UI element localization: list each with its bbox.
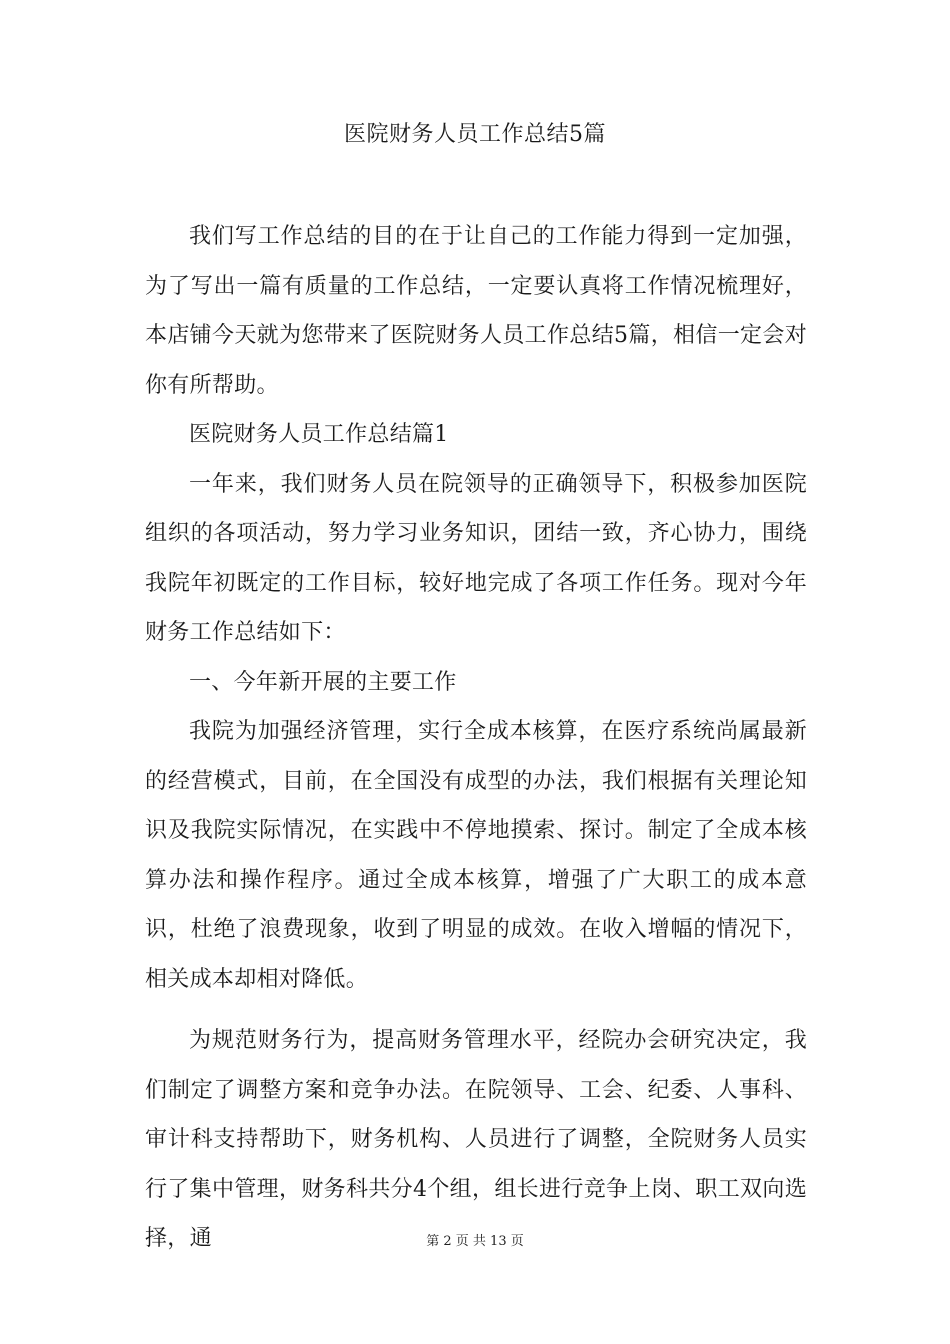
intro-paragraph: 我们写工作总结的目的在于让自己的工作能力得到一定加强，为了写出一篇有质量的工作总结，一定要认真将工作情况梳理好，本店铺今天就为您带来了医院财务人员工作总结5篇，相信一定会对你有所帮助。 xyxy=(145,224,807,398)
document-title: 医院财务人员工作总结5篇 xyxy=(344,122,606,147)
page-number-footer: 第 2 页 共 13 页 xyxy=(426,1234,524,1249)
section-heading-part-1: 医院财务人员工作总结篇1 xyxy=(189,422,449,447)
subsection-heading: 一、今年新开展的主要工作 xyxy=(189,669,457,695)
body-paragraph: 为规范财务行为，提高财务管理水平，经院办会研究决定，我们制定了调整方案和竞争办法。在院领导、工会、纪委、人事科、审计科支持帮助下，财务机构、人员进行了调整，全院财务人员实行了集中管理，财务科共分4个组，组长进行竞争上岗、职工双向选择，通 xyxy=(145,1028,807,1251)
body-paragraph: 我院为加强经济管理，实行全成本核算，在医疗系统尚属最新的经营模式，目前，在全国没有成型的办法，我们根据有关理论知识及我院实际情况，在实践中不停地摸索、探讨。制定了全成本核算办法和操作程序。通过全成本核算，增强了广大职工的成本意识，杜绝了浪费现象，收到了明显的成效。在收入增幅的情况下，相关成本却相对降低。 xyxy=(145,719,807,992)
document-body xyxy=(145,212,807,1264)
body-paragraph: 一年来，我们财务人员在院领导的正确领导下，积极参加医院组织的各项活动，努力学习业务知识，团结一致，齐心协力，围绕我院年初既定的工作目标，较好地完成了各项工作任务。现对今年财务工作总结如下： xyxy=(145,471,807,645)
